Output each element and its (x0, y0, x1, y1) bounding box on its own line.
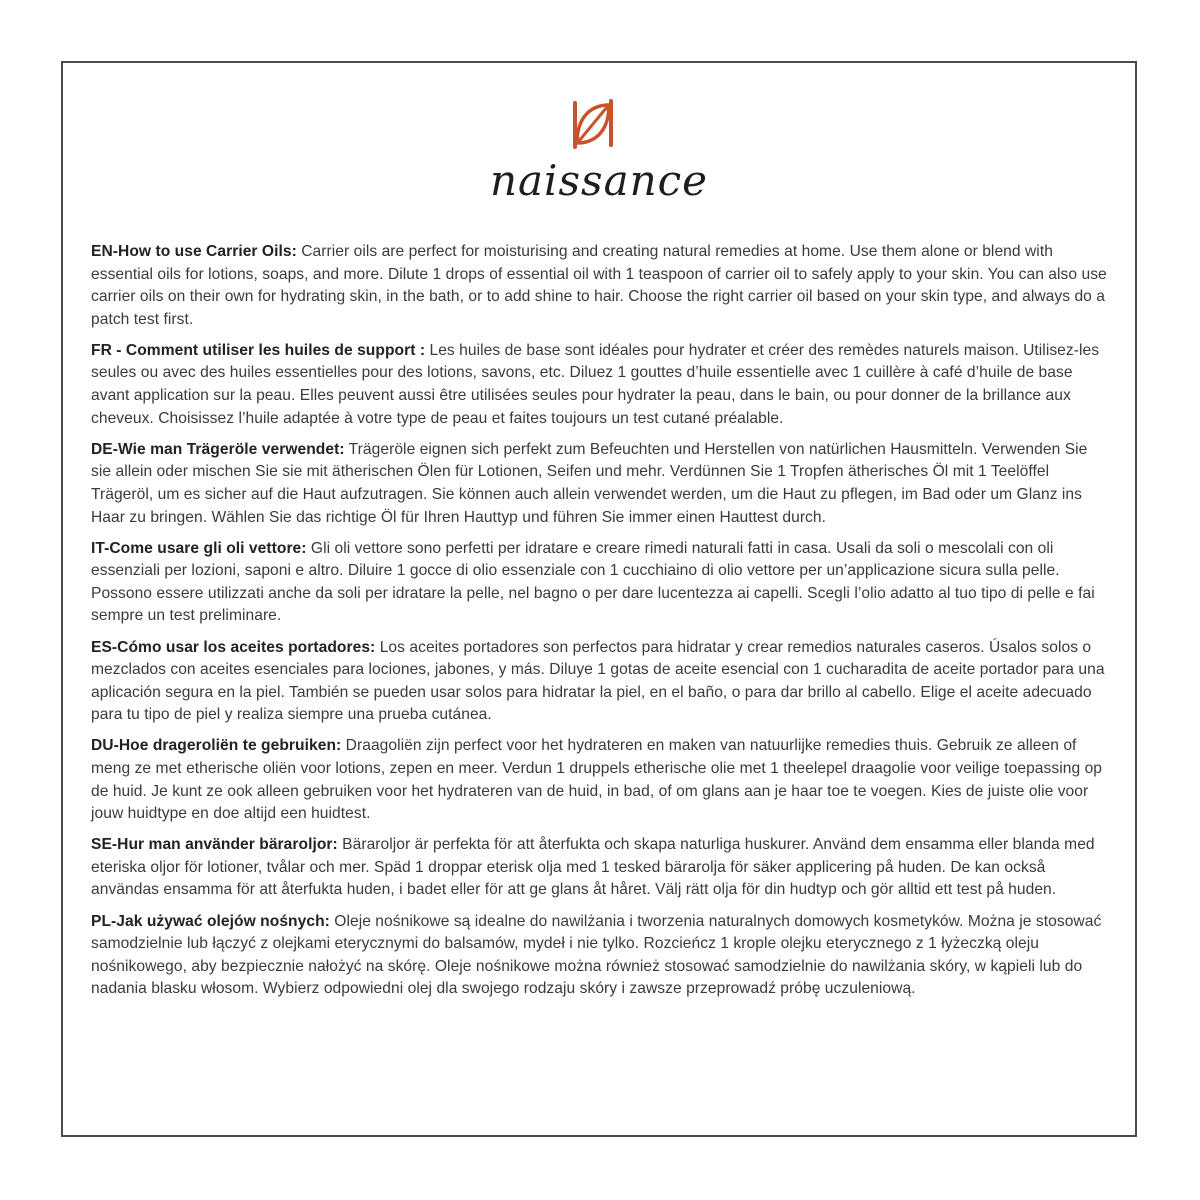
section-heading: FR - Comment utiliser les huiles de support : (91, 341, 426, 359)
section-body: Trägeröle eignen sich perfekt zum Befeuchten und Herstellen von natürlichen Hausmitteln. Verwenden Sie sie allein oder mischen Sie sie mit ätherischen Ölen für Lotionen, Seifen und mehr. Verdünnen Sie 1 Tropfen ätherisches Öl mit 1 Teelöffel Trägeröl, um es sicher auf die Haut aufzutragen. Sie können auch allein verwendet werden, um die Haut zu pflegen, im Bad oder um Glanz ins Haar zu bringen. Wählen Sie das richtige Öl für Ihren Hauttyp und führen Sie immer einen Hauttest durch. (91, 440, 1088, 526)
section-body: Carrier oils are perfect for moisturising and creating natural remedies at home. Use them alone or blend with essential oils for lotions, soaps, and more. Dilute 1 drops of essential oil with 1 teaspoon of carrier oil to safely apply to your skin. You can also use carrier oils on their own for hydrating skin, in the bath, or to add shine to hair. Choose the right carrier oil based on your skin type, and always do a patch test first. (91, 243, 1107, 328)
section-body: Los aceites portadores son perfectos para hidratar y crear remedios naturales caseros. Úsalos solos o mezclados con aceites esenciales para lociones, jabones, y más. Diluye 1 gotas de aceite esencial con 1 cucharadita de aceite portador para una aplicación segura en la piel. También se pueden usar solos para hidratar la piel, en el baño, o para dar brillo al cabello. Elige el aceite adecuado para tu tipo de piel y realiza siempre una prueba cutánea. (91, 638, 1105, 724)
section-heading: EN-How to use Carrier Oils: (91, 243, 297, 260)
section-body: Gli oli vettore sono perfetti per idratare e creare rimedi naturali fatti in casa. Usali da soli o mescolali con oli essenziali per lozioni, saponi e altro. Diluire 1 gocce di olio essenziale con 1 cucchiaino di olio vettore per un’applicazione sicura sulla pelle. Possono essere utilizzati anche da soli per idratare la pelle, nel bagno o per dare lucentezza ai capelli. Scegli l’olio adatto al tuo tipo di pelle e fai sempre un test preliminare. (91, 539, 1095, 625)
leaf-logo-icon (569, 97, 617, 151)
section-heading: IT-Come usare gli oli vettore: (91, 539, 307, 557)
section-se (91, 834, 1111, 902)
section-es (91, 637, 1111, 727)
section-it (91, 538, 1111, 628)
section-de (91, 439, 1111, 529)
section-heading: SE-Hur man använder bäraroljor: (91, 836, 338, 854)
section-du (91, 735, 1111, 825)
brand-wordmark: naissance (489, 156, 709, 205)
section-heading: ES-Cómo usar los aceites portadores: (91, 638, 376, 656)
section-heading: DE-Wie man Trägeröle verwendet: (91, 440, 345, 458)
section-fr (91, 340, 1111, 430)
section-en (91, 241, 1111, 331)
instruction-card (61, 61, 1137, 1137)
section-body: Draagoliën zijn perfect voor het hydrateren en maken van natuurlijke remedies thuis. Gebruik ze alleen of meng ze met etherische oliën voor lotions, zepen en meer. Verdun 1 druppels etherische olie met 1 theelepel draagolie voor veilige toepassing op de huid. Je kunt ze ook alleen gebruiken voor het hydrateren van de huid, in bad, of om glans aan je haar toe te voegen. Kies de juiste olie voor jouw huidtype en doe altijd een huidtest. (91, 737, 1103, 823)
section-heading: PL-Jak używać olejów nośnych: (91, 912, 330, 930)
brand-logo (63, 95, 1135, 205)
section-heading: DU-Hoe drageroliën te gebruiken: (91, 737, 342, 755)
section-body: Les huiles de base sont idéales pour hydrater et créer des remèdes naturels maison. Utilisez-les seules ou avec des huiles essentielles pour des lotions, savons, etc. Diluez 1 gouttes d’huile essentielle avec 1 cuillère à café d’huile de base avant application sur la peau. Elles peuvent aussi être utilisées seules pour hydrater la peau, dans le bain, ou pour donner de la brillance aux cheveux. Choisissez l’huile adaptée à votre type de peau et faites toujours un test cutané préalable. (91, 341, 1100, 427)
section-body: Oleje nośnikowe są idealne do nawilżania i tworzenia naturalnych domowych kosmetyków. Można je stosować samodzielnie lub łączyć z olejkami eterycznymi do balsamów, mydeł i nie tylko. Rozcieńcz 1 krople olejku eterycznego z 1 łyżeczką oleju nośnikowego, aby bezpiecznie nałożyć na skórę. Oleje nośnikowe można również stosować samodzielnie do nawilżania skóry, w kąpieli lub do nadania blasku włosom. Wybierz odpowiedni olej dla swojego rodzaju skóry i zawsze przeprowadź próbę uczuleniową. (91, 912, 1102, 998)
section-pl (91, 911, 1111, 1001)
section-body: Bäraroljor är perfekta för att återfukta och skapa naturliga huskurer. Använd dem ensamma eller blanda med eteriska oljor för lotioner, tvålar och mer. Späd 1 droppar eterisk olja med 1 tesked bärarolja för säker applicering på huden. De kan också användas ensamma för att återfukta huden, i badet eller för att ge glans åt håret. Välj rätt olja för din hudtyp och gör alltid ett test på huden. (91, 836, 1095, 899)
instructions-text (91, 241, 1111, 1009)
